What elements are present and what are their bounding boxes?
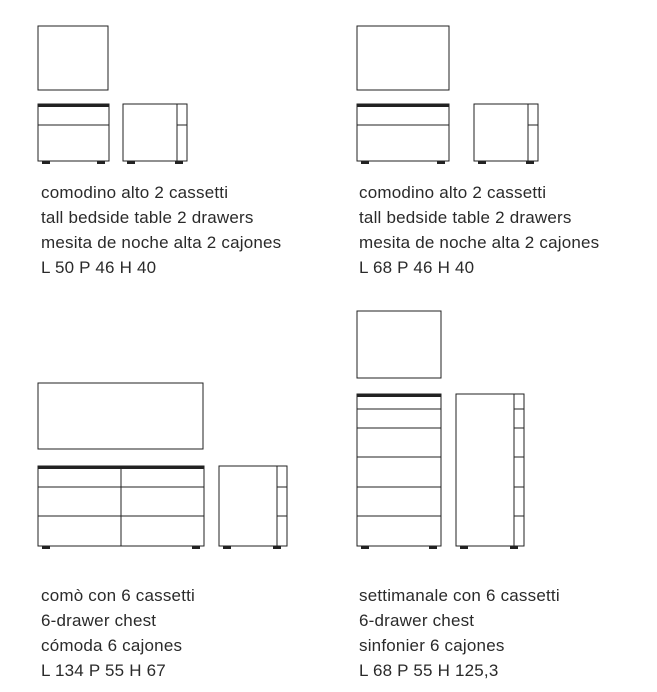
product-2-name-en: tall bedside table 2 drawers: [359, 208, 572, 227]
product-2-front-view: [357, 104, 449, 164]
product-4-name-it: settimanale con 6 cassetti: [359, 586, 560, 605]
product-3-front-view: [38, 466, 204, 549]
product-3-drawings: [38, 383, 287, 549]
product-1-drawings: [38, 26, 187, 164]
product-3-dimensions: L 134 P 55 H 67: [41, 661, 166, 680]
product-2-name-it: comodino alto 2 cassetti: [359, 183, 547, 202]
product-3-name-es: cómoda 6 cajones: [41, 636, 183, 655]
product-4-drawings: [357, 311, 524, 549]
product-3-name-it: comò con 6 cassetti: [41, 586, 196, 605]
product-1-side-view: [123, 104, 187, 164]
product-1-front-view: [38, 104, 109, 164]
product-2-caption: [359, 180, 599, 280]
product-2-drawings: [357, 26, 538, 164]
product-1-dimensions: L 50 P 46 H 40: [41, 258, 157, 277]
product-3-name-en: 6-drawer chest: [41, 611, 157, 630]
product-1-name-en: tall bedside table 2 drawers: [41, 208, 254, 227]
product-4-side-view: [456, 394, 524, 549]
product-1-caption: [41, 180, 281, 280]
product-4-front-view: [357, 394, 441, 549]
product-2-side-view: [474, 104, 538, 164]
product-2-name-es: mesita de noche alta 2 cajones: [359, 233, 600, 252]
product-2-top-view: [357, 26, 449, 90]
product-3-side-view: [219, 466, 287, 549]
product-4-caption: [359, 583, 560, 683]
product-1-top-view: [38, 26, 108, 90]
product-1-name-it: comodino alto 2 cassetti: [41, 183, 229, 202]
product-4-name-es: sinfonier 6 cajones: [359, 636, 505, 655]
product-3-caption: [41, 583, 195, 683]
product-4-top-view: [357, 311, 441, 378]
product-4-name-en: 6-drawer chest: [359, 611, 475, 630]
product-1-name-es: mesita de noche alta 2 cajones: [41, 233, 282, 252]
product-3-top-view: [38, 383, 203, 449]
product-4-dimensions: L 68 P 55 H 125,3: [359, 661, 499, 680]
product-2-dimensions: L 68 P 46 H 40: [359, 258, 475, 277]
